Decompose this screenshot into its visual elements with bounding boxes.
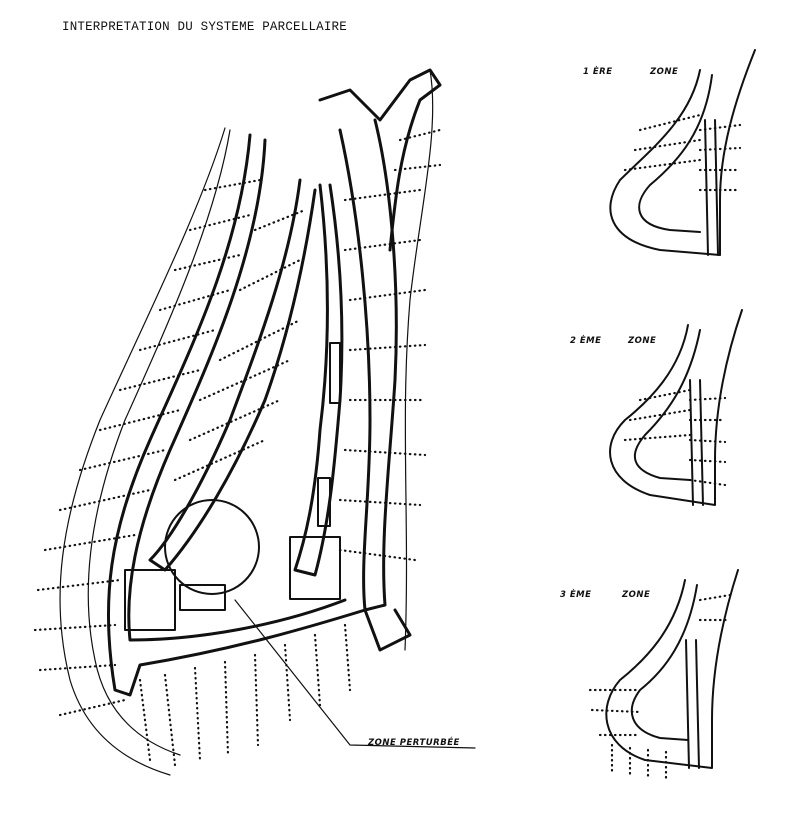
zone-1-label: 1 ÈRE — [583, 67, 613, 77]
drawing-title: INTERPRETATION DU SYSTEME PARCELLAIRE — [62, 20, 347, 34]
zone-2-word: ZONE — [628, 336, 657, 346]
zone-1-word: ZONE — [650, 67, 679, 77]
zone-3-word: ZONE — [622, 590, 651, 600]
zone-3-street — [686, 640, 699, 768]
zone-3-parcels — [590, 595, 730, 782]
zone-2-label: 2 ÈME — [570, 336, 602, 346]
zone-3-label: 3 ÈME — [560, 590, 592, 600]
annotation-label: ZONE PERTURBÉE — [368, 738, 460, 748]
